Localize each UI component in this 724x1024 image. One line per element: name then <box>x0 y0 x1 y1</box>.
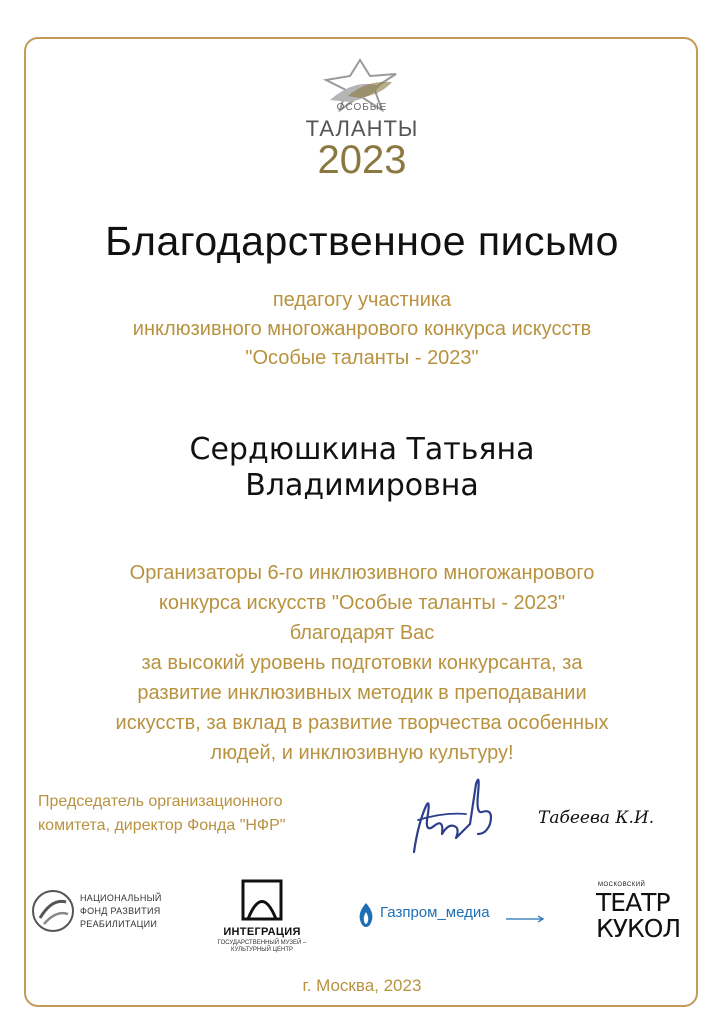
teatr-line: ТЕАТР <box>596 888 670 917</box>
body-line: искусств, за вклад в развитие творчества особенных <box>115 712 609 734</box>
logo-small-text: ОСОБЫЕ <box>336 102 388 113</box>
gazprom-media-text: Газпром_медиа <box>380 904 490 921</box>
nfr-emblem-icon <box>30 888 76 934</box>
nfr-line: НАЦИОНАЛЬНЫЙ <box>80 893 162 903</box>
nfr-line: ФОНД РАЗВИТИЯ <box>80 906 161 916</box>
nfr-logo <box>30 886 190 938</box>
puppet-theatre-logo <box>596 882 680 946</box>
chair-line: Председатель организационного <box>38 793 283 810</box>
recipient-name <box>0 432 724 504</box>
flame-icon <box>356 902 376 928</box>
body-line: конкурса искусств "Особые таланты - 2023" <box>158 592 566 614</box>
body-line: благодарят Вас <box>289 622 435 644</box>
body-line: развитие инклюзивных методик в преподавании <box>137 682 587 704</box>
subtitle-line: "Особые таланты - 2023" <box>245 347 479 369</box>
contest-logo <box>300 58 424 182</box>
footer-place-date: г. Москва, 2023 <box>302 976 422 995</box>
recipient-line: Сердюшкина Татьяна <box>189 432 535 467</box>
arrow-right-icon <box>506 914 546 924</box>
gratitude-text <box>40 558 684 768</box>
logo-name: ТАЛАНТЫ <box>305 116 419 141</box>
integration-name: ИНТЕГРАЦИЯ <box>223 926 301 938</box>
subtitle-line: педагогу участника <box>272 289 452 311</box>
nfr-line: РЕАБИЛИТАЦИИ <box>80 919 158 929</box>
chair-line: комитета, директор Фонда "НФР" <box>38 817 286 834</box>
subtitle-line: инклюзивного многожанрового конкурса искусств <box>132 318 592 340</box>
integration-sub-line: КУЛЬТУРНЫЙ ЦЕНТР <box>231 947 293 953</box>
nfr-text <box>80 892 162 931</box>
body-line: за высокий уровень подготовки конкурсанта, за <box>141 652 583 674</box>
handwritten-signature <box>404 764 514 864</box>
signature-name: Табеева К.И. <box>538 808 655 828</box>
integration-subtitle <box>212 940 312 954</box>
logo-year: 2023 <box>317 138 407 182</box>
kukol-line: КУКОЛ <box>596 914 681 943</box>
body-line: людей, и инклюзивную культуру! <box>210 742 514 764</box>
teatr-small-text: МОСКОВСКИЙ <box>598 882 646 888</box>
gazprom-media-logo <box>356 900 556 930</box>
chairman-title <box>38 790 378 838</box>
integration-sub-line: ГОСУДАРСТВЕННЫЙ МУЗЕЙ – <box>217 940 307 946</box>
integration-arch-icon <box>240 878 284 922</box>
certificate-border <box>24 37 698 1007</box>
subtitle <box>0 286 724 373</box>
body-line: Организаторы 6-го инклюзивного многожанрового <box>129 562 595 584</box>
recipient-line: Владимировна <box>245 468 479 503</box>
integration-logo <box>212 876 312 960</box>
document-title: Благодарственное письмо <box>105 218 619 264</box>
